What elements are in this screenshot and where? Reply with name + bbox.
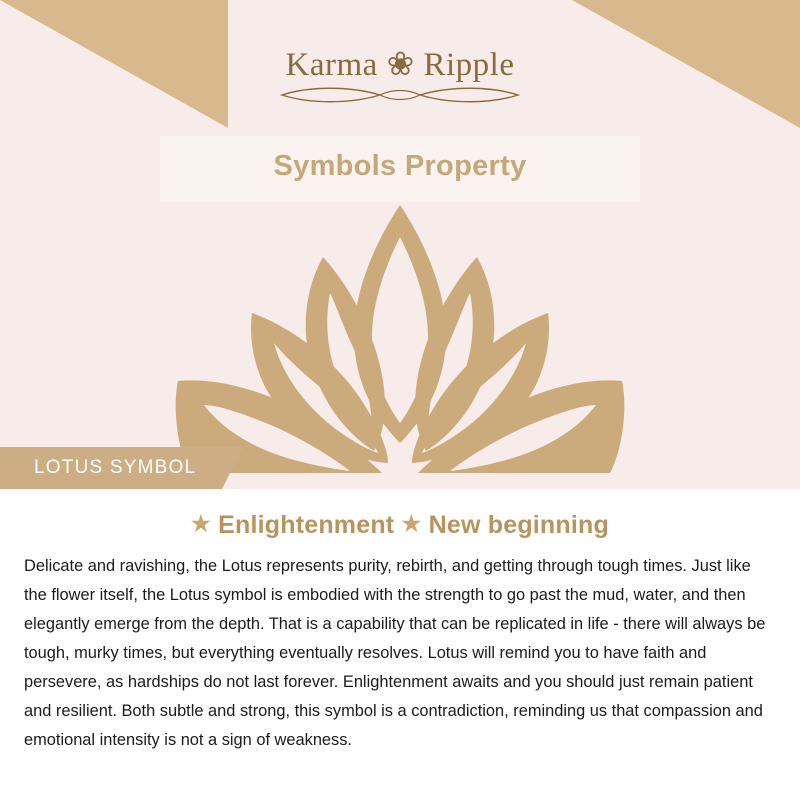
star-icon-left: ★	[191, 511, 211, 536]
lotus-symbol-ribbon	[0, 447, 222, 489]
ribbon-label: LOTUS SYMBOL	[34, 457, 197, 478]
brand-lockup	[0, 44, 800, 104]
lotus-flower-icon	[160, 185, 640, 485]
lotus-flourish-icon	[280, 86, 520, 104]
ribbon-notch-icon	[222, 447, 243, 489]
headline	[0, 511, 800, 540]
title-band	[160, 136, 640, 202]
page-title: Symbols Property	[273, 150, 527, 182]
content-area	[0, 489, 800, 759]
brand-name: Karma ❀ Ripple	[285, 47, 515, 83]
bottom-strip	[0, 759, 800, 800]
ribbon-body	[0, 447, 222, 489]
headline-part-one: Enlightenment	[218, 511, 395, 539]
star-icon-middle: ★	[401, 511, 422, 536]
body-paragraph: Delicate and ravishing, the Lotus represents purity, rebirth, and getting through tough times. Just like the flower itself, the Lotus symbol is embodied with the strength to go past the mud, water, and then elegantly emerge from the depth. That is a capability that can be replicated in life - there will always be tough, murky times, but everything eventually resolves. Lotus will remind you to have faith and persevere, as hardships do not last forever. Enlightenment awaits and you should just remain patient and resilient. Both subtle and strong, this symbol is a contradiction, reminding us that compassion and emotional intensity is not a sign of weakness.	[24, 557, 766, 749]
headline-part-two: New beginning	[428, 511, 609, 539]
